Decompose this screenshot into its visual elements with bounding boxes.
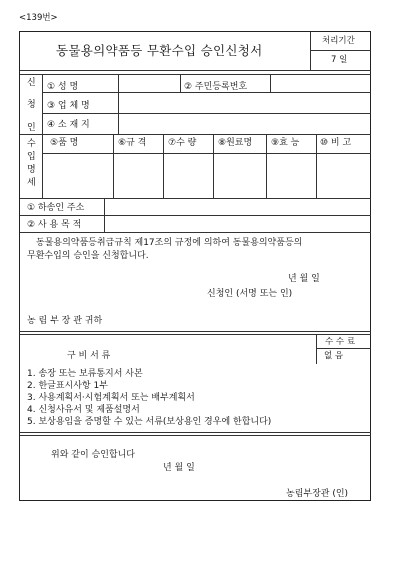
processing-period-label: 처리기간: [322, 36, 355, 46]
approval-statement: 위와 같이 승인합니다: [51, 450, 135, 460]
resident-number-label: ② 주민등록번호: [184, 82, 248, 92]
approval-signer: 농림부장관 (인): [286, 489, 349, 499]
application-date: 년 월 일: [288, 274, 320, 284]
column-header-remarks: ⑩ 비 고: [320, 138, 352, 148]
form-number: <139번>: [19, 13, 58, 23]
applicant-section-char: 인: [27, 123, 36, 133]
purpose-label: ② 사 용 목 적: [27, 220, 82, 230]
column-header-ingredient: ⑧원료명: [218, 138, 253, 148]
applicant-section-char: 청: [27, 100, 36, 110]
name-label: ① 성 명: [47, 82, 79, 92]
form-title: 동물용의약품등 무환수입 승인신청서: [56, 43, 263, 58]
required-document-item: 5. 보상용임을 증명할 수 있는 서류(보상용인 경우에 한합니다): [27, 417, 272, 427]
statement-line-1: 동물용의약품등취급규칙 제17조의 규정에 의하여 동물용의약품등의: [36, 238, 303, 248]
approval-date: 년 월 일: [163, 463, 195, 473]
application-form: [19, 31, 371, 501]
applicant-signature-line: 신청인 (서명 또는 인): [207, 289, 293, 299]
processing-period-value: 7 일: [331, 55, 348, 65]
column-header-spec: ⑥규 격: [118, 138, 147, 148]
column-header-product: ⑤품 명: [50, 138, 79, 148]
import-section-char: 명: [27, 165, 36, 175]
consignee-address-label: ① 하송인 주소: [27, 203, 85, 213]
required-documents-heading: 구 비 서 류: [67, 351, 111, 361]
statement-line-2: 무환수입의 승인을 신청합니다.: [27, 251, 149, 261]
column-header-quantity: ⑦수 량: [168, 138, 197, 148]
import-section-char: 입: [27, 152, 36, 162]
company-name-label: ③ 업 체 명: [47, 101, 90, 111]
required-document-item: 4. 신청사유서 및 제품설명서: [27, 405, 140, 415]
applicant-section-char: 신: [27, 78, 36, 88]
fee-label: 수 수 료: [325, 337, 356, 347]
address-label: ④ 소 재 지: [47, 120, 90, 130]
fee-value: 없 음: [324, 351, 344, 361]
import-section-char: 수: [27, 139, 36, 149]
required-document-item: 3. 사용계획서·시험계획서 또는 배부계획서: [27, 393, 195, 403]
import-section-char: 세: [27, 178, 36, 188]
required-document-item: 2. 한글표시사항 1부: [27, 381, 108, 391]
required-document-item: 1. 송장 또는 보류통지서 사본: [27, 369, 143, 379]
addressee: 농 림 부 장 관 귀하: [27, 316, 103, 326]
column-header-efficacy: ⑨효 능: [271, 138, 300, 148]
